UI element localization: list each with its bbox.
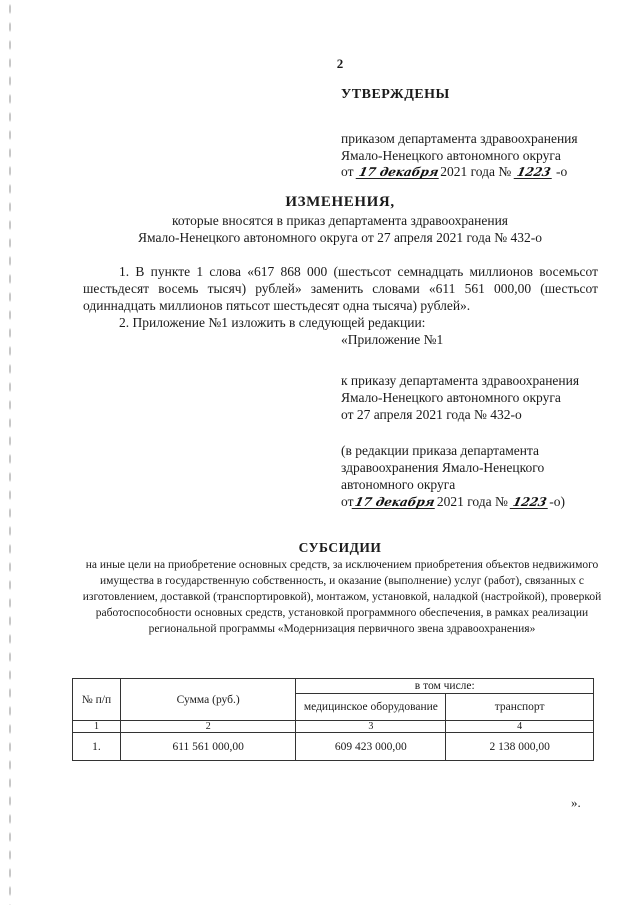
amendment-body xyxy=(83,263,598,331)
index-cell: 1 xyxy=(73,721,121,733)
appendix-ref xyxy=(341,372,579,423)
page-number: 2 xyxy=(336,56,344,71)
header-transport: транспорт xyxy=(446,694,594,721)
approval-date-line xyxy=(341,164,567,180)
row-sum: 611 561 000,00 xyxy=(120,733,296,761)
edition-line-1: (в редакции приказа департамента xyxy=(341,443,540,458)
edition-date-suffix: 2021 года № xyxy=(436,494,508,509)
subsidies-description: на иные цели на приобретение основных средств, за исключением приобретения объектов недвижимого имущества в государственную собственность, и оказание (выполнение) услуг (работ), связанных с изготовлением, доставкой (транспортировкой), монтажом, установкой, наладкой (настройкой), проверкой работоспособности основных средств, установкой программного обеспечения, в рамках реализации региональной программы «Модернизация первичного звена здравоохранения» xyxy=(82,559,602,635)
handwritten-date: 17 декабря xyxy=(357,165,440,179)
edition-handwritten-number: 1223 xyxy=(510,496,551,509)
edition-line-2: здравоохранения Ямало-Ненецкого xyxy=(341,460,545,475)
edition-handwritten-date: 17 декабря xyxy=(354,495,437,509)
approval-date-suffix: 2021 года № xyxy=(440,164,512,179)
table-index-row xyxy=(73,721,594,733)
appendix-ref-line-1: к приказу департамента здравоохранения xyxy=(341,373,580,388)
appendix-ref-line-3: от 27 апреля 2021 года № 432-о xyxy=(341,407,522,422)
approval-line-2: Ямало-Ненецкого автономного округа xyxy=(341,148,561,163)
appendix-label: «Приложение №1 xyxy=(341,332,444,347)
index-cell: 2 xyxy=(120,721,296,733)
row-number: 1. xyxy=(73,733,121,761)
header-sum: Сумма (руб.) xyxy=(120,679,296,721)
changes-title: ИЗМЕНЕНИЯ, xyxy=(285,194,395,210)
subsidies-table xyxy=(72,678,594,761)
closing-quote: ». xyxy=(571,795,581,810)
amendment-item-2: 2. Приложение №1 изложить в следующей редакции: xyxy=(119,315,426,330)
approval-number-suffix: -о xyxy=(556,164,568,179)
edition-note xyxy=(341,442,565,510)
edition-date-line xyxy=(341,493,565,510)
subsidies-title: СУБСИДИИ xyxy=(298,540,382,555)
header-medical-equipment: медицинское оборудование xyxy=(296,694,446,721)
index-cell: 3 xyxy=(296,721,446,733)
row-medical-equipment: 609 423 000,00 xyxy=(296,733,446,761)
row-transport: 2 138 000,00 xyxy=(446,733,594,761)
edition-line-3: автономного округа xyxy=(341,477,456,492)
header-number: № п/п xyxy=(73,679,121,721)
approval-line-1: приказом департамента здравоохранения xyxy=(341,131,578,146)
edition-number-suffix: -о) xyxy=(549,494,566,509)
appendix-ref-line-2: Ямало-Ненецкого автономного округа xyxy=(341,390,561,405)
table-row xyxy=(73,733,594,761)
binding-holes xyxy=(8,0,12,905)
changes-subtitle-2: Ямало-Ненецкого автономного округа от 27 апреля 2021 года № 432-о xyxy=(137,230,543,245)
approval-date-prefix: от xyxy=(341,164,354,179)
handwritten-number: 1223 xyxy=(513,166,554,179)
table-header-row xyxy=(73,679,594,694)
header-including: в том числе: xyxy=(296,679,594,694)
approval-heading: УТВЕРЖДЕНЫ xyxy=(341,87,450,102)
changes-subtitle-1: которые вносятся в приказ департамента здравоохранения xyxy=(171,213,509,228)
edition-date-prefix: от xyxy=(341,494,354,509)
amendment-item-1: 1. В пункте 1 слова «617 868 000 (шестьсот семнадцать миллионов восемьсот шестьдесят восемь тысяч) рублей» заменить словами «611 561 000,00 (шестьсот одиннадцать миллионов пятьсот шестьдесят одна тысяча) рублей». xyxy=(83,264,598,313)
index-cell: 4 xyxy=(446,721,594,733)
